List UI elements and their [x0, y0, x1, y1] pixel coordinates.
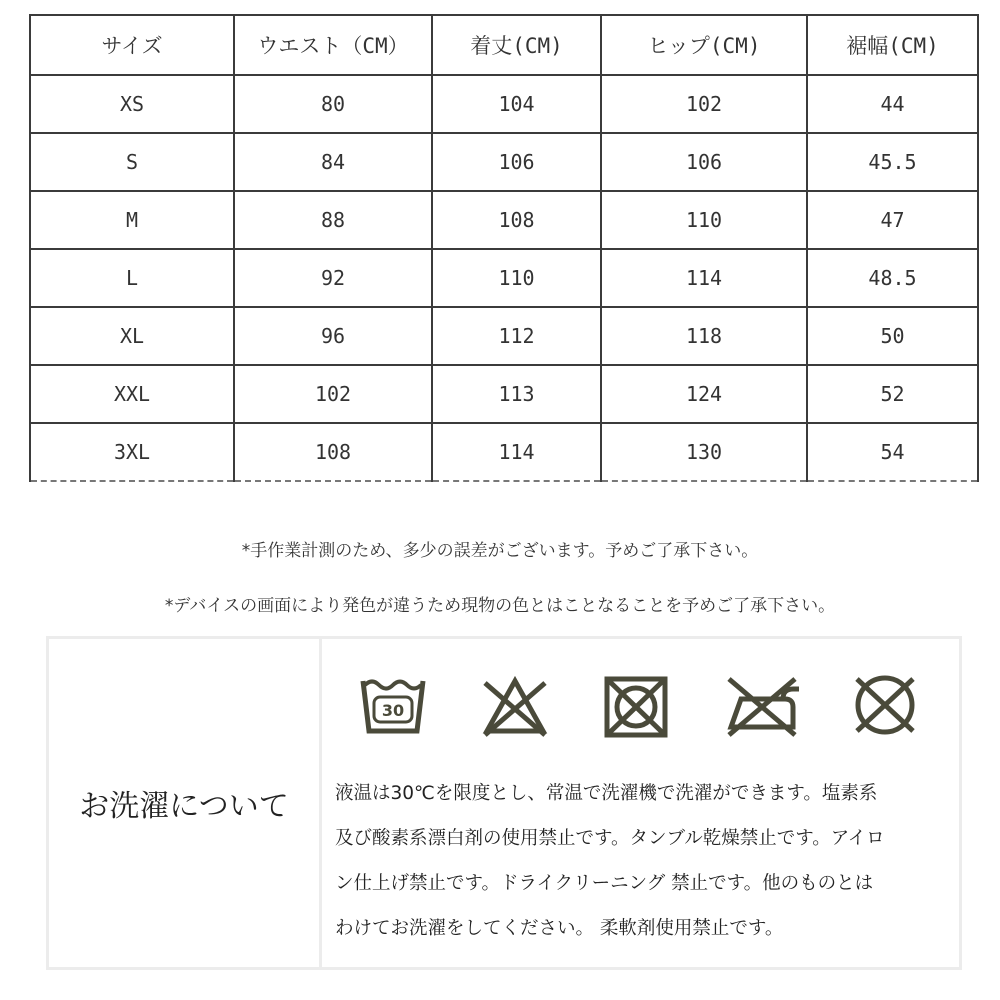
cell-hem-width: 48.5 — [807, 249, 978, 307]
cell-waist: 102 — [234, 365, 432, 423]
cell-size: XXL — [30, 365, 234, 423]
header-hem-width: 裾幅(CM) — [807, 15, 978, 75]
size-table-header-row — [30, 15, 978, 75]
care-description — [335, 771, 955, 951]
cell-waist: 108 — [234, 423, 432, 481]
cell-hip: 102 — [601, 75, 807, 133]
table-row — [30, 365, 978, 423]
table-row — [30, 75, 978, 133]
table-row — [30, 191, 978, 249]
cell-hem-width: 54 — [807, 423, 978, 481]
cell-length: 114 — [432, 423, 601, 481]
no-bleach-icon — [479, 669, 551, 741]
no-tumble-dry-icon — [601, 669, 673, 741]
no-iron-icon — [723, 669, 803, 741]
measurement-note: *手作業計測のため、多少の誤差がございます。予めご了承下さい。 — [241, 541, 759, 561]
cell-hip: 106 — [601, 133, 807, 191]
header-length: 着丈(CM) — [432, 15, 601, 75]
cell-hip: 118 — [601, 307, 807, 365]
header-waist: ウエスト（CM） — [234, 15, 432, 75]
cell-waist: 88 — [234, 191, 432, 249]
cell-size: XL — [30, 307, 234, 365]
cell-size: M — [30, 191, 234, 249]
table-row — [30, 249, 978, 307]
size-table — [29, 14, 979, 482]
cell-hip: 130 — [601, 423, 807, 481]
cell-length: 113 — [432, 365, 601, 423]
care-divider — [319, 639, 322, 967]
no-dry-clean-icon — [849, 669, 921, 741]
cell-hem-width: 50 — [807, 307, 978, 365]
wash-30-icon — [357, 669, 429, 741]
care-text-line: ン仕上げ禁止です。ドライクリーニング 禁止です。他のものとは — [335, 873, 874, 894]
care-text-line: 液温は30℃を限度とし、常温で洗濯機で洗濯ができます。塩素系 — [335, 783, 878, 804]
care-icons — [349, 669, 929, 749]
cell-hip: 114 — [601, 249, 807, 307]
cell-size: XS — [30, 75, 234, 133]
table-row — [30, 133, 978, 191]
cell-size: L — [30, 249, 234, 307]
cell-hem-width: 45.5 — [807, 133, 978, 191]
color-note: *デバイスの画面により発色が違うため現物の色とはことなることを予めご了承下さい。 — [164, 596, 836, 616]
cell-waist: 84 — [234, 133, 432, 191]
care-text-line: 及び酸素系漂白剤の使用禁止です。タンブル乾燥禁止です。アイロ — [335, 828, 885, 849]
table-row — [30, 307, 978, 365]
cell-waist: 92 — [234, 249, 432, 307]
cell-length: 110 — [432, 249, 601, 307]
cell-size: 3XL — [30, 423, 234, 481]
cell-waist: 96 — [234, 307, 432, 365]
cell-waist: 80 — [234, 75, 432, 133]
wash-temp-label: 30 — [381, 701, 405, 720]
cell-hip: 124 — [601, 365, 807, 423]
care-text-line: わけてお洗濯をしてください。 柔軟剤使用禁止です。 — [335, 918, 784, 939]
care-title: お洗濯について — [79, 789, 289, 824]
cell-length: 108 — [432, 191, 601, 249]
care-instructions-box — [46, 636, 962, 970]
cell-size: S — [30, 133, 234, 191]
cell-length: 104 — [432, 75, 601, 133]
header-hip: ヒップ(CM) — [601, 15, 807, 75]
cell-hem-width: 47 — [807, 191, 978, 249]
cell-hem-width: 44 — [807, 75, 978, 133]
header-size: サイズ — [30, 15, 234, 75]
cell-length: 106 — [432, 133, 601, 191]
cell-hem-width: 52 — [807, 365, 978, 423]
table-row — [30, 423, 978, 481]
cell-hip: 110 — [601, 191, 807, 249]
cell-length: 112 — [432, 307, 601, 365]
